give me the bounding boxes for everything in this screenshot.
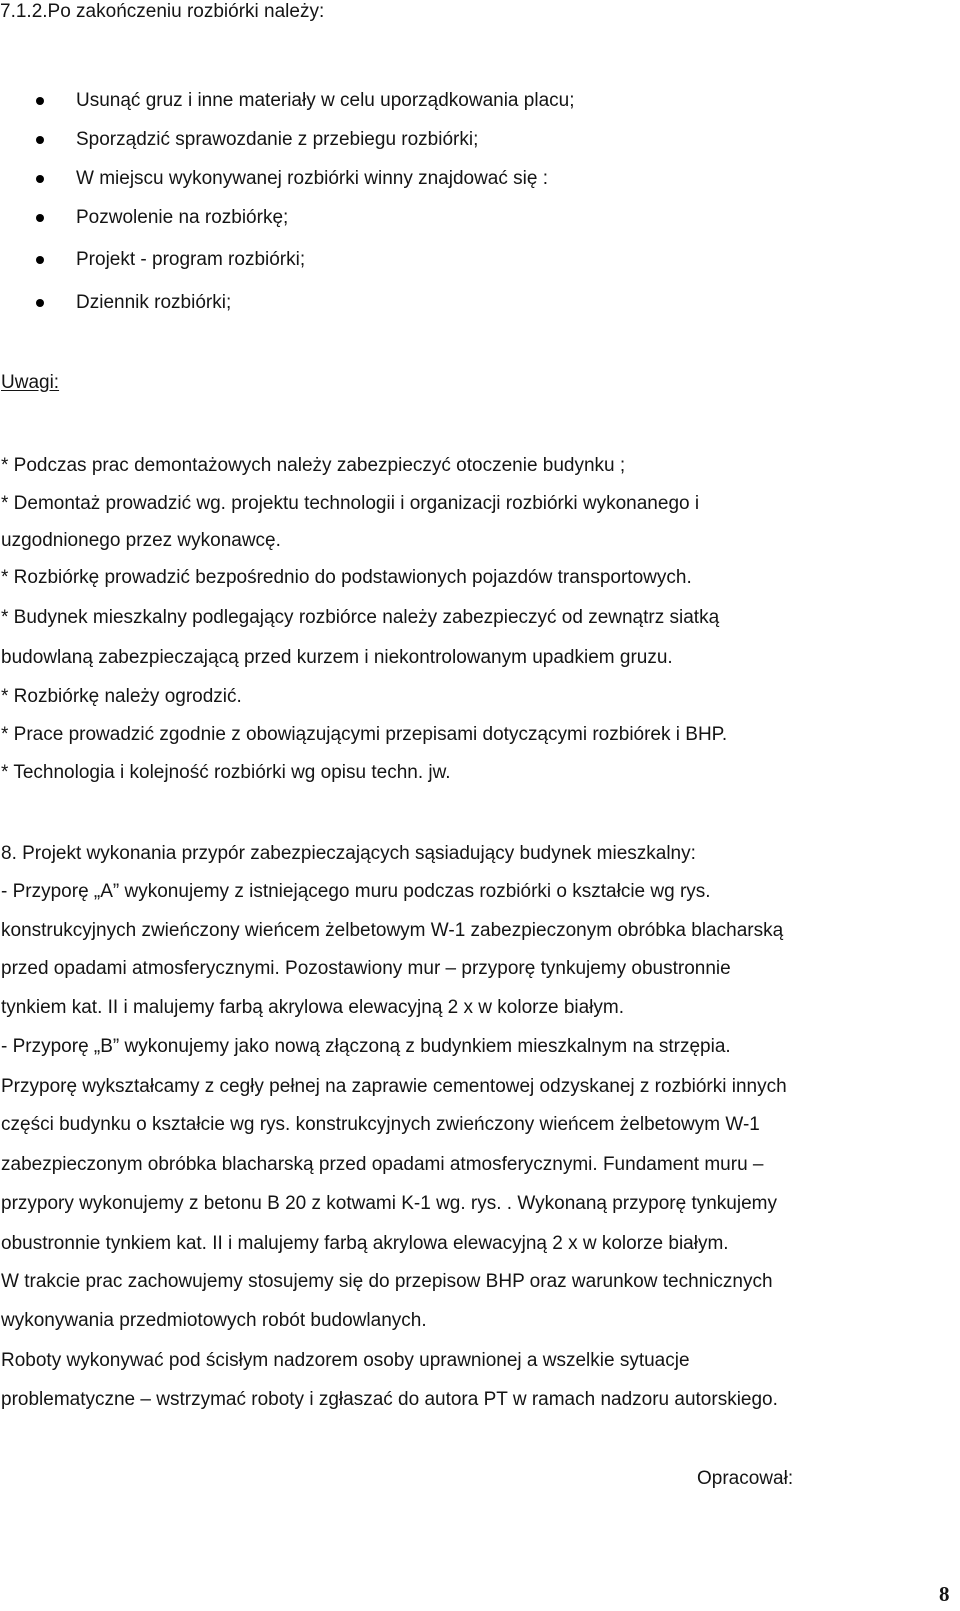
paragraph-line: przed opadami atmosferycznymi. Pozostawiony mur – przyporę tynkujemy obustronnie <box>1 958 731 979</box>
list-item: Usunąć gruz i inne materiały w celu uporządkowania placu; <box>76 90 575 111</box>
section-heading: 7.1.2.Po zakończeniu rozbiórki należy: <box>0 1 325 22</box>
note-line: * Demontaż prowadzić wg. projektu technologii i organizacji rozbiórki wykonanego i <box>1 493 700 514</box>
paragraph-line: obustronnie tynkiem kat. II i malujemy farbą akrylowa elewacyjną 2 x w kolorze białym. <box>1 1233 729 1254</box>
bullet-icon <box>36 97 44 105</box>
list-item: Sporządzić sprawozdanie z przebiegu rozbiórki; <box>76 129 479 150</box>
bullet-icon <box>36 175 44 183</box>
note-line: budowlaną zabezpieczającą przed kurzem i niekontrolowanym upadkiem gruzu. <box>1 647 673 668</box>
paragraph-line: wykonywania przedmiotowych robót budowlanych. <box>1 1310 427 1331</box>
list-item: Pozwolenie na rozbiórkę; <box>76 207 289 228</box>
paragraph-line: konstrukcyjnych zwieńczony wieńcem żelbetowym W-1 zabezpieczonym obróbka blacharską <box>1 920 784 941</box>
paragraph-line: przypory wykonujemy z betonu B 20 z kotwami K-1 wg. rys. . Wykonaną przyporę tynkujemy <box>1 1193 777 1214</box>
note-line: * Podczas prac demontażowych należy zabezpieczyć otoczenie budynku ; <box>1 455 626 476</box>
bullet-icon <box>36 214 44 222</box>
paragraph-line: W trakcie prac zachowujemy stosujemy się do przepisow BHP oraz warunkow technicznych <box>1 1271 773 1292</box>
page-number: 8 <box>939 1582 950 1606</box>
list-item: Projekt - program rozbiórki; <box>76 249 306 270</box>
list-item: Dziennik rozbiórki; <box>76 292 232 313</box>
note-line: * Rozbiórkę należy ogrodzić. <box>1 686 242 707</box>
bullet-icon <box>36 136 44 144</box>
note-line: * Rozbiórkę prowadzić bezpośrednio do podstawionych pojazdów transportowych. <box>1 567 692 588</box>
note-line: * Technologia i kolejność rozbiórki wg opisu techn. jw. <box>1 762 451 783</box>
note-line: uzgodnionego przez wykonawcę. <box>1 530 281 551</box>
paragraph-line: - Przyporę „B” wykonujemy jako nową złączoną z budynkiem mieszkalnym na strzępia. <box>1 1036 731 1057</box>
list-item: W miejscu wykonywanej rozbiórki winny znajdować się : <box>76 168 549 189</box>
bullet-icon <box>36 256 44 264</box>
paragraph-line: tynkiem kat. II i malujemy farbą akrylowa elewacyjną 2 x w kolorze białym. <box>1 997 625 1018</box>
paragraph-line: - Przyporę „A” wykonujemy z istniejącego muru podczas rozbiórki o kształcie wg rys. <box>1 881 711 902</box>
paragraph-line: Przyporę wykształcamy z cegły pełnej na zaprawie cementowej odzyskanej z rozbiórki innych <box>1 1076 787 1097</box>
paragraph-line: części budynku o kształcie wg rys. konstrukcyjnych zwieńczony wieńcem żelbetowym W-1 <box>1 1114 760 1135</box>
paragraph-line: zabezpieczonym obróbka blacharską przed opadami atmosferycznymi. Fundament muru – <box>1 1154 764 1175</box>
note-line: * Budynek mieszkalny podlegający rozbiórce należy zabezpieczyć od zewnątrz siatką <box>1 607 720 628</box>
uwagi-label: Uwagi: <box>1 372 60 393</box>
note-line: * Prace prowadzić zgodnie z obowiązującymi przepisami dotyczącymi rozbiórek i BHP. <box>1 724 728 745</box>
paragraph-line: Roboty wykonywać pod ścisłym nadzorem osoby uprawnionej a wszelkie sytuacje <box>1 1350 690 1371</box>
paragraph-line: problematyczne – wstrzymać roboty i zgłaszać do autora PT w ramach nadzoru autorskiego. <box>1 1389 778 1410</box>
bullet-icon <box>36 299 44 307</box>
signature-label: Opracował: <box>697 1468 794 1489</box>
section-8-heading: 8. Projekt wykonania przypór zabezpieczających sąsiadujący budynek mieszkalny: <box>1 843 696 864</box>
